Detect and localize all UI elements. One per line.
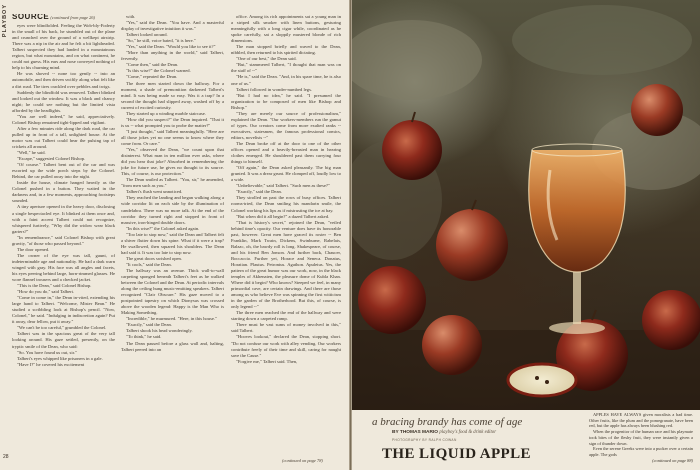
- feature-continued-note: (continued on page 88): [652, 457, 693, 463]
- paragraph: Talbert was in the spacious great of the very tall looking around. His gaze settled, presently, on the tryptic smile of the Dean, who said:: [12, 331, 115, 349]
- paragraph: The three men reached the end of the hallway and were starting down a carpeted ramp.: [231, 310, 341, 322]
- paragraph: The Dean smiled as Talbert. "You, sir," he amended, "from men such as you.": [121, 177, 224, 189]
- paragraph: The Dean paused before a glass wall and, halting, Talbert peered into an: [121, 340, 224, 352]
- paragraph: "How do you do," said Talbert.: [17, 289, 75, 295]
- article-title: THE LIQUID APPLE: [382, 446, 531, 462]
- paragraph: "So. You have found us out, sir.": [17, 349, 77, 355]
- paragraph: "Escape," suggested Colonel Bishop.: [17, 156, 86, 162]
- paragraph: "In remembrance," said Colonel Bishop with great gravity, "of those who passed beyond.": [12, 234, 115, 246]
- paragraph: When the progenitor of the human race and his playmate took bites of the fleshy fruit, they were instantly given a sign of thunder down.: [589, 429, 693, 446]
- paragraph: "Well," he said.: [17, 150, 46, 156]
- paragraph: They started up a winding marble staircase.: [126, 110, 206, 116]
- source-column-1: [12, 14, 115, 464]
- paragraph: "Have I?" he covered his excitement: [17, 361, 85, 367]
- paragraph: Talbert shook his head wonderingly.: [126, 328, 193, 334]
- byline-author: BY THOMAS MARIO: [392, 430, 439, 435]
- paragraph: "Yes," said the Dean. "Would you like to see it?": [126, 44, 216, 50]
- paragraph: Even the serene Greeks were into a pucker over a certain apple. The gods: [589, 446, 693, 457]
- article-tagline: a bracing brandy has come of age: [372, 416, 523, 428]
- feature-body: [589, 412, 693, 458]
- right-page: [352, 0, 700, 470]
- paragraph: office. Among its rich appointments sat a young man in a striped silk smoker with linen buttons, gesturing meaningfully with a long cigar while, coordinated as he spoke carefully, sat a sloppily mustered blonde of rich dimensions.: [231, 14, 341, 44]
- paragraph: "In this wise?" the Colonel asked again.: [126, 225, 200, 231]
- paragraph: "Come," repeated the Dean.: [126, 74, 178, 80]
- column-2-body: [121, 14, 224, 353]
- paragraph: eyes were blindfolded. Feeling the Wob-bly-Foderty in the small of his back, he stumbled out of the plane and crunched over the ground of a wellkept airstrip. There was a nip in the air and he felt a bit lightheaded. Talbert suspected they had landed in a mountainous region, but what mountains, and on what continent, he could not guess. His ears and nose conveyed nothing of help to his churning mind.: [12, 23, 115, 71]
- paragraph: "It cools," said the Dean.: [126, 261, 172, 267]
- paragraph: "Come then," said the Dean.: [126, 62, 179, 68]
- paragraph: Talbert followed in wonder-numbed legs.: [236, 86, 313, 92]
- source-header: [12, 14, 115, 21]
- paragraph: The three men started down the hallway. For a moment, a shade of premonition darkened Talbert's mind. It was being made so easy. Was it a trap? In a second the thought had slipped away, washed off by a current of excited curiosity.: [121, 80, 224, 110]
- magazine-name: PLAYBOY: [2, 4, 8, 38]
- brandy-apples-photo: [352, 0, 700, 410]
- paragraph: "You are well indeed," he said, appreciatively. Colonel Bishop remained tight-lipped and vigilant.: [12, 113, 115, 125]
- photo-credit: PHOTOGRAPHY BY RALPH COWAN: [392, 438, 457, 442]
- source-continued-note: (continued on page 78): [282, 458, 323, 463]
- paragraph: "Come in come in," the Dean in-vited, extending his large hand to Talbert. "Welcome, Mister Bean." He studied a scribbling look at Bishop's pencil. "Now, Colonel," he said. "Indulging in indiscretion again? Put it away, dear fellow, put it away.": [12, 295, 115, 325]
- paragraph: "That is history's secret," rejoined the Dean, "veiled behind time's opacity. Our venture does have its honorable past, however. Great men have graced its roster -- Ben Franklin, Mark Twain, Dickens, Swinburne, Rabelais, Balzac, oh, the bawdy roll is long. Shakespeare, of course, and his friend Ben Jonson. And further back, Chaucer, Boccaccio. Further yet, Horace and Seneca. Donatus, Horatian. Plautus. Petronius. Agathon. Apuleius. Yes, the pattern of the great humor was our work, now, in the black temples of Akhenaten, the pleasure dome of Kubla Khan. Where did it begin? Who knows? Steeped we feel, in many primordial cave, are certain drawings. And there are those among us who believe Eve was spinning the first witticism in the garden of the Brotherhood. But this, of course, is only legend --": [231, 219, 341, 310]
- paragraph: There must be vast sums of money involved in this," said Talbert.: [231, 322, 341, 334]
- paragraph: APPLES HAVE ALWAYS given moralists a bad time. Other fruits, like the plum and the pomegranate, have been red, but the apple has always been blushing red.: [589, 412, 693, 429]
- paragraph: "But I had no idea," he said. "I presumed the organization to be composed of men like Bishop and Bishop.": [231, 92, 341, 110]
- column-3-body: [231, 14, 341, 365]
- left-page-number: 28: [3, 454, 9, 460]
- paragraph: Talbert's flush went unnoticed.: [126, 189, 183, 195]
- paragraph: Talbert looked around.: [126, 32, 168, 38]
- paragraph: They reached the landing and began walking along a wide corridor lit on each side by the illumination of candelabra. There was no more talk. At the end of the corridor they turned right and stopped in front of massive, iron-hinged double doors.: [121, 195, 224, 225]
- paragraph: "I just thought," said Talbert meaningfully. "Here are all those jokes yet no one seems to know where they come from. Or care.": [121, 128, 224, 146]
- paragraph: "But when did it all begin?" a dazed Talbert asked.: [236, 213, 330, 219]
- paragraph: The door opened.: [17, 246, 50, 252]
- paragraph: "This is the Dean," said Colonel Bishop.: [17, 283, 92, 289]
- paragraph: "Unbelievable," said Talbert. "Such men as these?": [236, 183, 330, 189]
- paragraph: "They are merely our source of professionalism," explained the Dean. "Our workers-members run the gamut of types. Our creators come from more exalted ranks -- executives, statesmen, the famous professional comics, editors, novelists --": [231, 110, 341, 140]
- paragraph: The man stopped briefly and waved to the Dean, nibbled, then returned to his spirited dictating.: [231, 44, 341, 56]
- paragraph: They strolled on past the rows of busy offices. Talbert rooms-tried, the Dean smiling his mandarin smile, the Colonel working his lips as if mistrusting the ice at bay.: [231, 195, 341, 213]
- source-title: SOURCE: [12, 14, 50, 21]
- paragraph: "Exactly," said the Dean.: [126, 322, 172, 328]
- paragraph: with.: [126, 14, 136, 19]
- paragraph: "To think," he said.: [126, 334, 162, 340]
- paragraph: The hallway was an avenue. Thick wall-to-wall carpeting sponged beneath Talbert's feet as he walked between the Colonel and the Dean. At periodic intervals along the ceiling hung music-emitting speakers. Talbert recognized "Clair Obscure." His gaze moved to a postpointed tapestry on which Dionysus was crossed above the wooden legend: Happy is the Man Who is Making Something.: [121, 267, 224, 316]
- paragraph: "He is," said the Dean. "And, in his spare time, he is also one of us.": [231, 74, 341, 86]
- paragraph: "Off again," the Dean asked pleasantly. The big man grunted. It was a drear grunt. He clomped off, loudly low to a wide.: [231, 165, 341, 183]
- feature-column: [589, 412, 693, 468]
- article-byline: [392, 430, 496, 435]
- paragraph: "Yes," observed the Dean, "we count upon that disinterest. What man in ten million ever asks, where did you hear that joke? Absorbed in remembering the joke for future use, he gives no thought to its source. This, of course, is our protection.": [121, 147, 224, 177]
- paragraph: "How did you suspect?" the Dean inquired. "That it is us -- what prompted you to probe the matter?": [121, 116, 224, 128]
- paragraph: Suddenly the blindfold was removed. Talbert blinked and looked out the window. It was a black and chancy night; he could see nothing but the limited vista afforded by the headlights.: [12, 89, 115, 113]
- byline-role: playboy's food & drink editor: [439, 430, 497, 435]
- paragraph: "More than anything in the world," said Talbert, fervently.: [121, 50, 224, 62]
- paragraph: "Yes," said the Dean. "You have. And a masterful display of investigative intuition it was.": [121, 20, 224, 32]
- paragraph: "We can't be too careful," grumbled the Colonel.: [17, 325, 107, 331]
- paragraph: "Forgive me," Talbert said. Then,: [236, 358, 298, 364]
- paragraph: "One of our best," the Dean said.: [236, 56, 297, 62]
- source-column-3: [231, 14, 341, 464]
- paragraph: "Is this wise?" the Colonel warned.: [126, 68, 191, 74]
- paragraph: After a few minutes ride along the dark road, the car pulled up in front of a tall, unlighted house. At the motor was cut Talbert could hear the pulsing tap of crickets all around.: [12, 125, 115, 149]
- paragraph: "So," he still, voice bated, "it is here.": [126, 38, 196, 44]
- column-1-body: [12, 23, 115, 368]
- source-column-2: [121, 14, 224, 464]
- paragraph: "Exactly," said the Dean.: [236, 189, 282, 195]
- paragraph: The Dean broke off at the door to one of the other offices opened and a heavily-breasted man in hearing clothes emerged. He shouldered past them carrying four things to himself.: [231, 140, 341, 165]
- paragraph: "But," stammered Talbert, "I thought that man was on the staff of --": [231, 62, 341, 74]
- paragraph: "Hooves lookout," declared the Dean, stopping short. "Do not confuse our work with alley vending. Our workers contribute freely of their time and skill, caring for naught save the Cause.": [231, 334, 341, 358]
- paragraph: "Too late to stop now," said the Dean and Talbert felt a shiver flutter down his spine. What if it were a trap? He swallowed, then squared his shoulders. The Dean had said it. It was too late to stop now.: [121, 231, 224, 255]
- photo-illustration: [352, 0, 700, 410]
- paragraph: Talbert's eyes whipped like prisoners in a gale.: [17, 355, 103, 361]
- paragraph: Inside the house, climate hanged heavily as the Colonel pushed in a button. They waited in the darkness and, in a few moments, approaching footsteps sounded.: [12, 180, 115, 204]
- paragraph: He was shoved -- none too gently -- into an automobile, and then driven swiftly along what felt like a dirt road. The tires crackled over pebbles and twigs.: [12, 71, 115, 89]
- paragraph: "Of course." Talbert bent out of the car and was escorted up the wide porch steps by the Colonel. Behind, the car pulled away into the night.: [12, 162, 115, 180]
- paragraph: "Incredible," he murmured. "Here, in this house.": [126, 316, 217, 322]
- source-continuation: (continued from page 26): [50, 15, 95, 20]
- paragraph: The owner of the eye was tall, gaunt, of indeterminable age and nationality. He had a dark warn winged with gray. His face was all angles and facets, his eyes peering behind large, horn-rimmed glasses. He wore flannel trousers and a checked jacket.: [12, 252, 115, 283]
- paragraph: The great doors swished open.: [126, 255, 183, 261]
- paragraph: A tiny aperture opened in the heavy door, disclosing a single bespectacled eye. It blinked at them once and, with a faint accent Talbert could not recognize, whispered furtively, "Why did the widow wear black garters?": [12, 204, 115, 234]
